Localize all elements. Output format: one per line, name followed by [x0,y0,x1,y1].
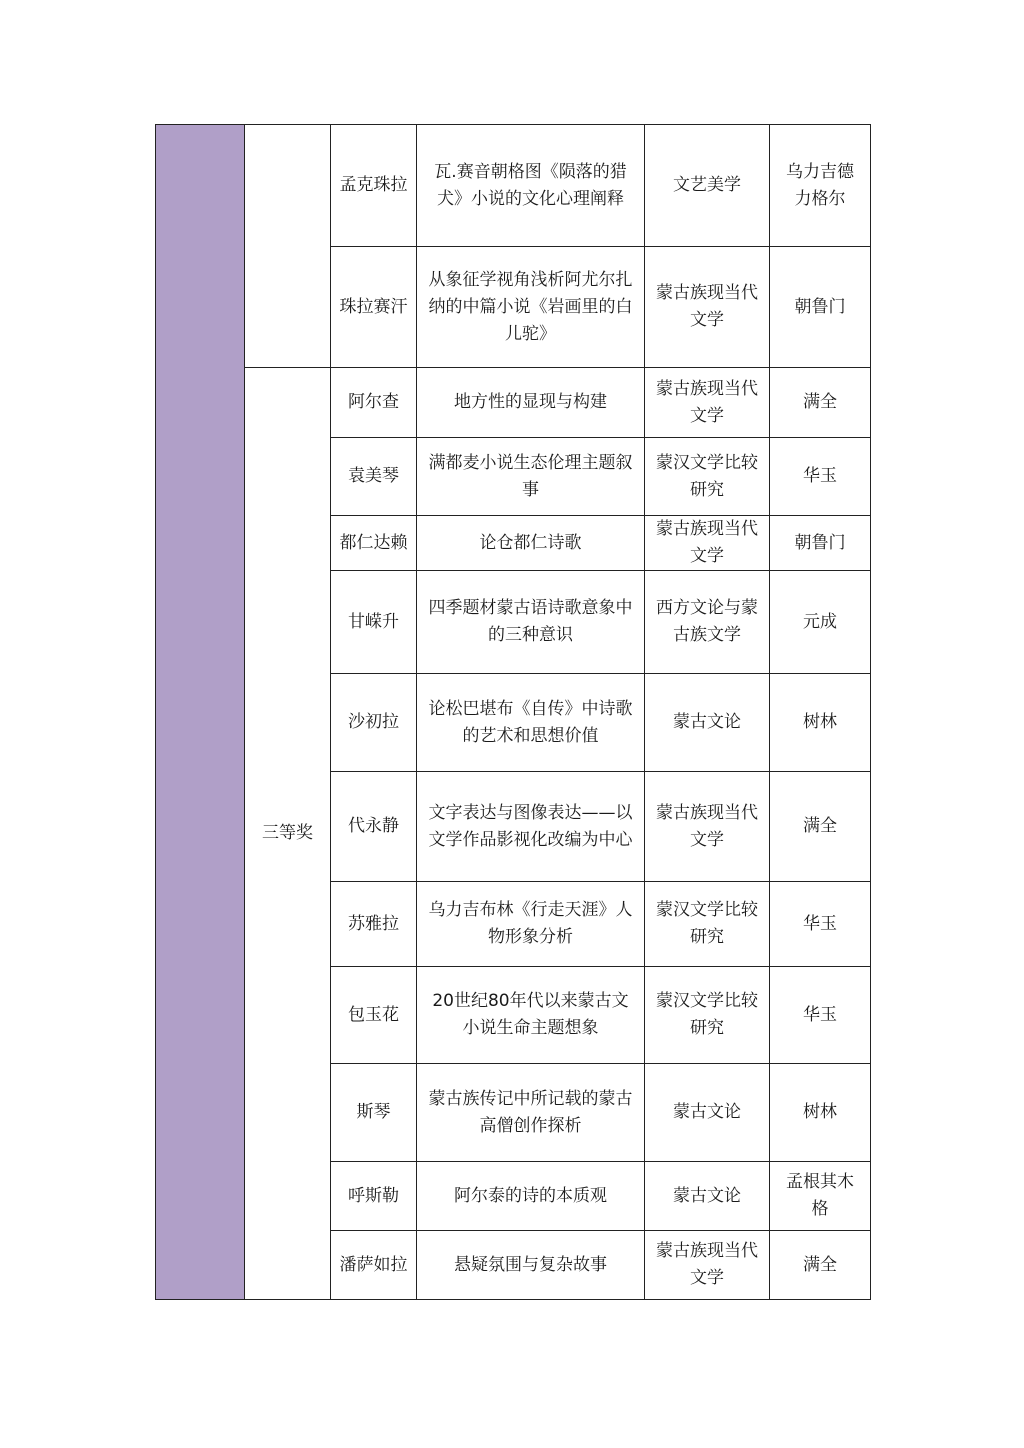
student-name: 苏雅拉 [331,882,417,967]
paper-title: 满都麦小说生态伦理主题叙事 [417,438,645,516]
student-name: 沙初拉 [331,674,417,772]
research-direction: 蒙汉文学比较研究 [645,967,770,1064]
advisor-name: 满全 [770,368,871,438]
paper-title: 20世纪80年代以来蒙古文小说生命主题想象 [417,967,645,1064]
paper-title: 蒙古族传记中所记载的蒙古高僧创作探析 [417,1064,645,1162]
student-name: 代永静 [331,772,417,882]
student-name: 斯琴 [331,1064,417,1162]
award-level-third: 三等奖 [245,368,331,1300]
research-direction: 蒙汉文学比较研究 [645,882,770,967]
category-column [156,125,245,1300]
advisor-name: 华玉 [770,882,871,967]
student-name: 包玉花 [331,967,417,1064]
paper-title: 四季题材蒙古语诗歌意象中的三种意识 [417,571,645,674]
student-name: 袁美琴 [331,438,417,516]
student-name: 潘萨如拉 [331,1231,417,1300]
advisor-name: 孟根其木格 [770,1162,871,1231]
advisor-name: 朝鲁门 [770,516,871,571]
advisor-name: 满全 [770,1231,871,1300]
research-direction: 蒙古族现当代文学 [645,247,770,368]
advisor-name: 乌力吉德力格尔 [770,125,871,247]
student-name: 阿尔查 [331,368,417,438]
advisor-name: 树林 [770,1064,871,1162]
advisor-name: 华玉 [770,967,871,1064]
table-row [156,368,871,438]
paper-title: 从象征学视角浅析阿尤尔扎纳的中篇小说《岩画里的白儿驼》 [417,247,645,368]
student-name: 都仁达赖 [331,516,417,571]
awards-table [155,124,871,1300]
research-direction: 文艺美学 [645,125,770,247]
paper-title: 文字表达与图像表达——以文学作品影视化改编为中心 [417,772,645,882]
research-direction: 蒙汉文学比较研究 [645,438,770,516]
advisor-name: 元成 [770,571,871,674]
student-name: 呼斯勒 [331,1162,417,1231]
advisor-name: 树林 [770,674,871,772]
paper-title: 论松巴堪布《自传》中诗歌的艺术和思想价值 [417,674,645,772]
research-direction: 蒙古族现当代文学 [645,772,770,882]
advisor-name: 满全 [770,772,871,882]
research-direction: 蒙古族现当代文学 [645,1231,770,1300]
advisor-name: 华玉 [770,438,871,516]
award-level-empty [245,125,331,368]
paper-title: 悬疑氛围与复杂故事 [417,1231,645,1300]
paper-title: 瓦.赛音朝格图《陨落的猎犬》小说的文化心理阐释 [417,125,645,247]
research-direction: 蒙古文论 [645,1064,770,1162]
research-direction: 西方文论与蒙古族文学 [645,571,770,674]
research-direction: 蒙古族现当代文学 [645,516,770,571]
student-name: 孟克珠拉 [331,125,417,247]
paper-title: 论仓都仁诗歌 [417,516,645,571]
student-name: 珠拉赛汗 [331,247,417,368]
research-direction: 蒙古族现当代文学 [645,368,770,438]
research-direction: 蒙古文论 [645,674,770,772]
research-direction: 蒙古文论 [645,1162,770,1231]
paper-title: 乌力吉布林《行走天涯》人物形象分析 [417,882,645,967]
paper-title: 地方性的显现与构建 [417,368,645,438]
advisor-name: 朝鲁门 [770,247,871,368]
paper-title: 阿尔泰的诗的本质观 [417,1162,645,1231]
table-row [156,125,871,247]
student-name: 甘嵘升 [331,571,417,674]
